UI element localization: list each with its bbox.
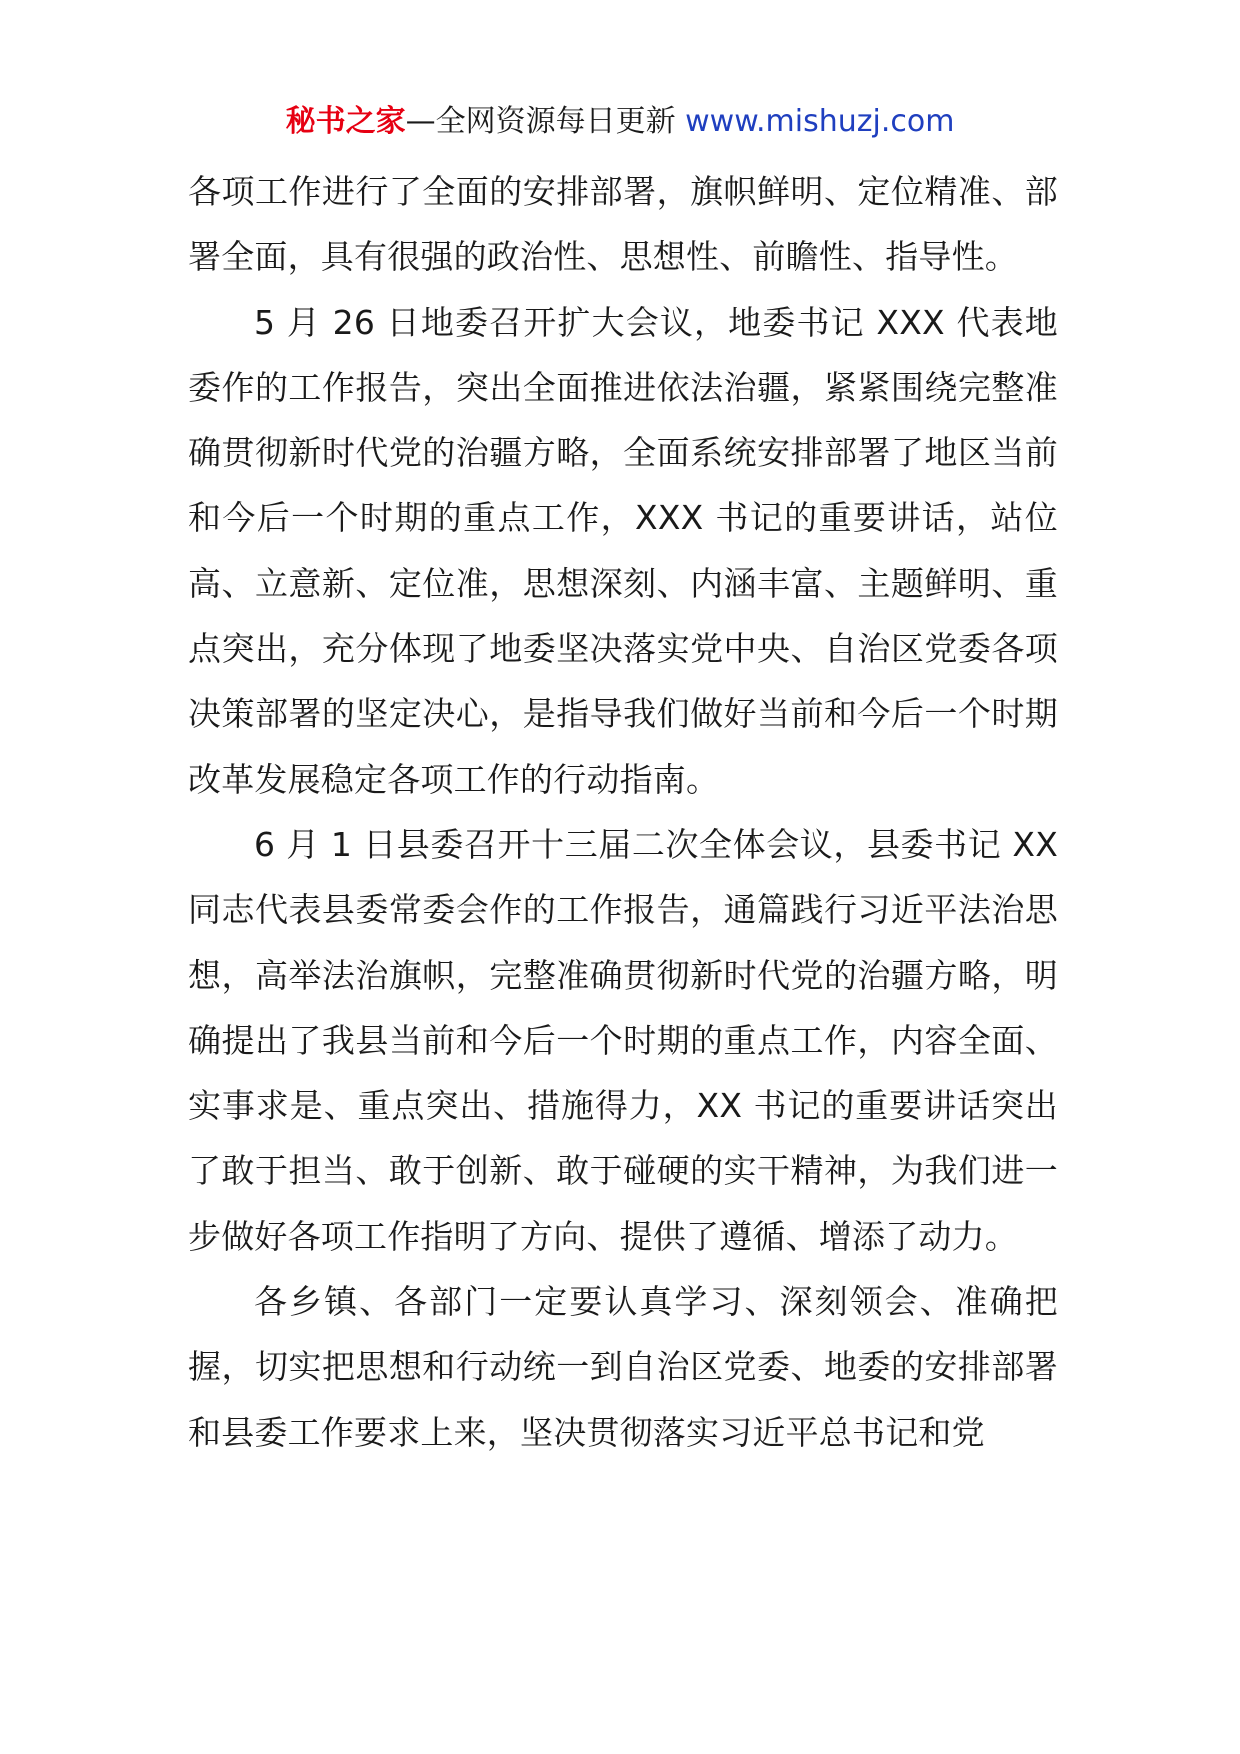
- paragraph-county-meeting: 6 月 1 日县委召开十三届二次全体会议，县委书记 XX 同志代表县委常委会作的工作报告，通篇践行习近平法治思想，高举法治旗帜，完整准确贯彻新时代党的治疆方略，明确提出了我县当前和今后一个时期的重点工作，内容全面、实事求是、重点突出、措施得力，XX 书记的重要讲话突出了敢于担当、敢于创新、敢于碰硬的实干精神，为我们进一步做好各项工作指明了方向、提供了遵循、增添了动力。: [188, 824, 1058, 1256]
- paragraph-prefecture-meeting: 5 月 26 日地委召开扩大会议，地委书记 XXX 代表地委作的工作报告，突出全面推进依法治疆，紧紧围绕完整准确贯彻新时代党的治疆方略，全面系统安排部署了地区当前和今后一个时期的重点工作，XXX 书记的重要讲话，站位高、立意新、定位准，思想深刻、内涵丰富、主题鲜明、重点突出，充分体现了地委坚决落实党中央、自治区党委各项决策部署的坚定决心，是指导我们做好当前和今后一个时期改革发展稳定各项工作的行动指南。: [188, 302, 1058, 799]
- paragraph-requirements: 各乡镇、各部门一定要认真学习、深刻领会、准确把握，切实把思想和行动统一到自治区党委、地委的安排部署和县委工作要求上来，坚决贯彻落实习近平总书记和党: [188, 1282, 1058, 1452]
- paragraph-continuation: 各项工作进行了全面的安排部署，旗帜鲜明、定位精准、部署全面，具有很强的政治性、思想性、前瞻性、指导性。: [188, 172, 1058, 277]
- header-tagline: —全网资源每日更新: [405, 104, 676, 139]
- page-header: [0, 100, 1240, 144]
- brand-name: 秘书之家: [285, 104, 406, 139]
- site-url-link[interactable]: www.mishuzj.com: [685, 104, 955, 139]
- document-body: [188, 159, 1058, 1465]
